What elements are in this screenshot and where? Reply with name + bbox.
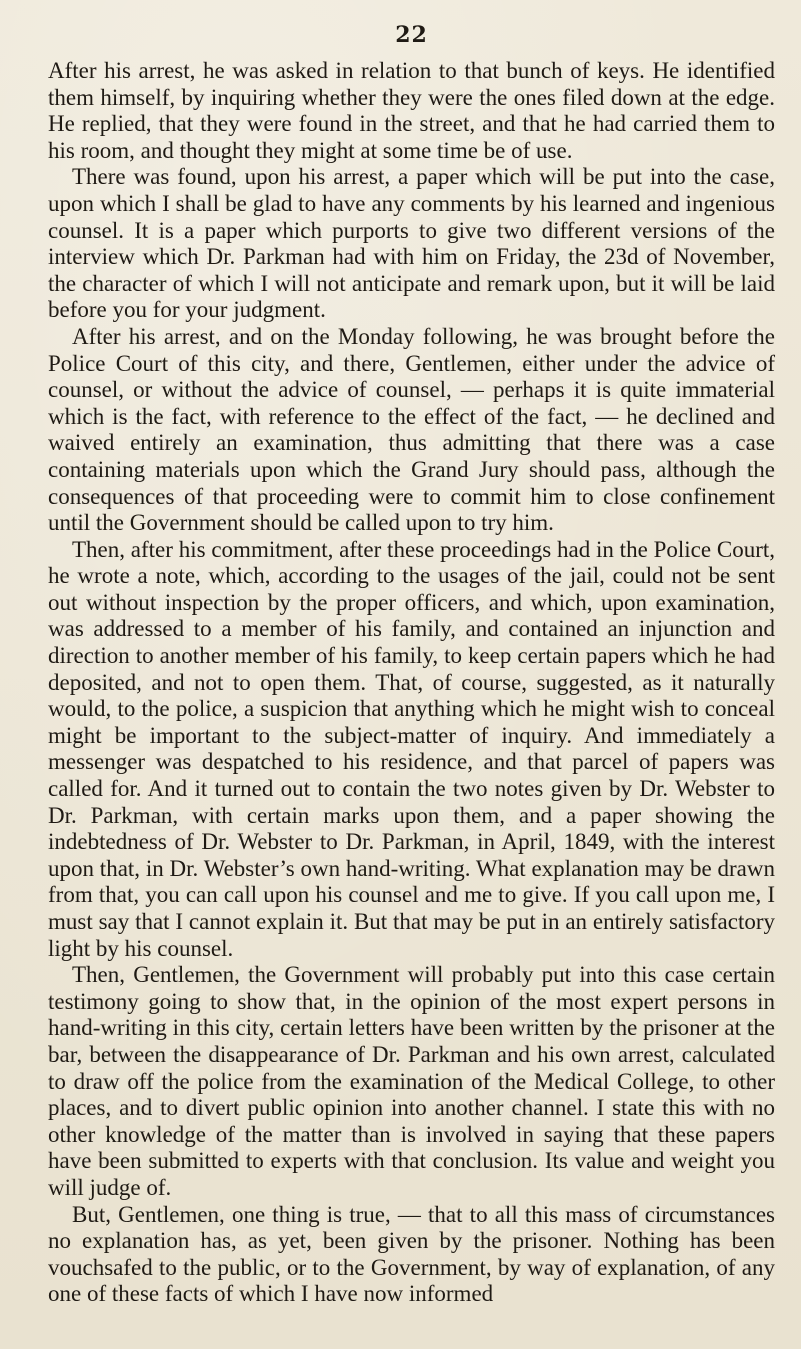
page-number: 22	[395, 22, 428, 48]
paragraph: After his arrest, he was asked in relation to that bunch of keys. He identified them himself, by inquiring whether they were the ones filed down at the edge. He replied, that they were found in the street, and that he had carried them to his room, and thought they might at some time be of use.	[48, 58, 775, 163]
paragraph: Then, after his commitment, after these proceedings had in the Police Court, he wrote a note, which, according to the usages of the jail, could not be sent out without inspection by the proper officers, and which, upon examination, was addressed to a member of his family, and contained an injunction and direction to another member of his family, to keep certain papers which he had deposited, and not to open them. That, of course, suggested, as it naturally would, to the police, a suspicion that anything which he might wish to conceal might be important to the subject-matter of inquiry. And immediately a messenger was despatched to his residence, and that parcel of papers was called for. And it turned out to contain the two notes given by Dr. Webster to Dr. Parkman, with certain marks upon them, and a paper showing the indebtedness of Dr. Webster to Dr. Parkman, in April, 1849, with the interest upon that, in Dr. Webster’s own hand-writing. What explanation may be drawn from that, you can call upon his counsel and me to give. If you call upon me, I must say that I cannot explain it. But that may be put in an entirely satisfactory light by his counsel.	[48, 536, 775, 961]
paragraph: There was found, upon his arrest, a paper which will be put into the case, upon which I shall be glad to have any comments by his learned and ingenious counsel. It is a paper which purports to give two different versions of the interview which Dr. Parkman had with him on Friday, the 23d of November, the character of which I will not anticipate and remark upon, but it will be laid before you for your judgment.	[48, 164, 775, 323]
paragraph: After his arrest, and on the Monday following, he was brought before the Police Court of this city, and there, Gentlemen, either under the advice of counsel, or without the advice of counsel, — perhaps it is quite immaterial which is the fact, with reference to the effect of the fact, — he declined and waived entirely an examination, thus admitting that there was a case containing materials upon which the Grand Jury should pass, although the consequences of that proceeding were to commit him to close confinement until the Government should be called upon to try him.	[48, 323, 775, 536]
paragraph: But, Gentlemen, one thing is true, — that to all this mass of circumstances no explanation has, as yet, been given by the prisoner. Nothing has been vouchsafed to the public, or to the Government, by way of explanation, of any one of these facts of which I have now informed	[48, 1201, 775, 1307]
paragraph: Then, Gentlemen, the Government will probably put into this case certain testimony going to show that, in the opinion of the most expert persons in hand-writing in this city, certain letters have been written by the prisoner at the bar, between the disappearance of Dr. Parkman and his own arrest, calculated to draw off the police from the examination of the Medical College, to other places, and to divert public opinion into another channel. I state this with no other knowledge of the matter than is involved in saying that these papers have been submitted to experts with that conclusion. Its value and weight you will judge of.	[48, 962, 775, 1200]
body-text	[48, 58, 775, 1308]
